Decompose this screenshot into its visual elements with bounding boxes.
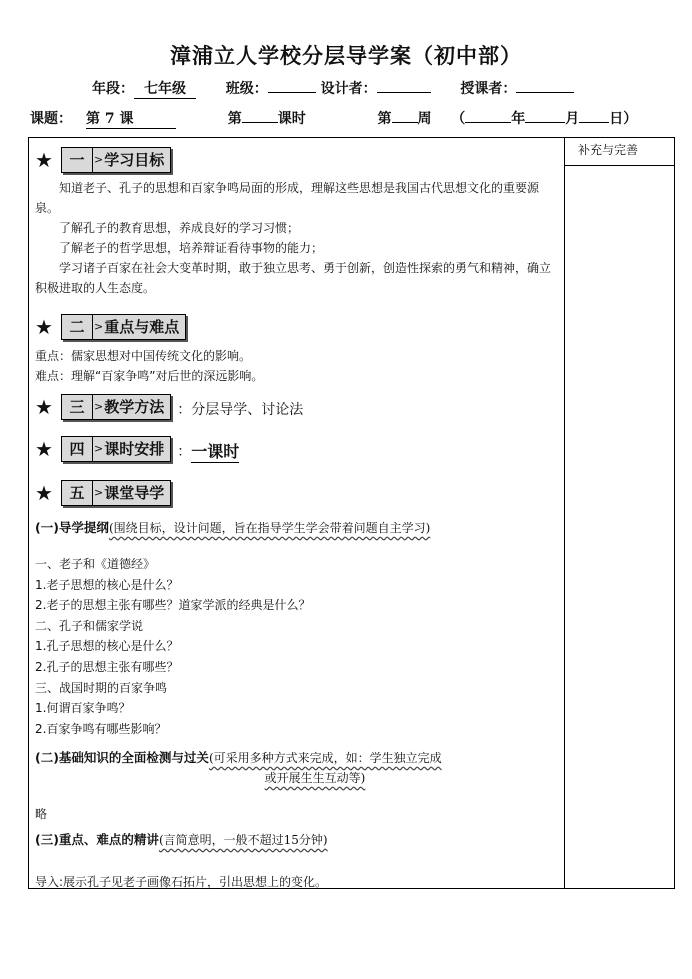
arrow-icon: > <box>94 486 104 499</box>
arrow-icon: > <box>94 320 104 333</box>
goal-item: 了解孔子的教育思想，养成良好的学习习惯； <box>59 221 300 235</box>
section-label: 课堂导学 <box>104 484 165 502</box>
outline-item: 1.老子思想的核心是什么？ <box>35 577 179 592</box>
outline-item: 1.孔子思想的核心是什么？ <box>35 639 179 654</box>
lesson-blank[interactable] <box>242 108 278 123</box>
arrow-icon: > <box>94 442 104 455</box>
key-points <box>35 346 263 386</box>
week-suffix: 周 <box>417 111 432 127</box>
year-blank[interactable] <box>465 108 511 123</box>
day-blank[interactable] <box>579 108 609 123</box>
week-prefix: 第 <box>377 111 392 127</box>
basic-check-title: (二)基础知识的全面检测与过关 <box>35 750 209 765</box>
class-label: 班级： <box>225 81 268 97</box>
outline-item: 2.老子的思想主张有哪些？道家学派的经典是什么？ <box>35 598 311 613</box>
section-key-difficult <box>35 314 186 340</box>
star-icon: ★ <box>35 148 53 172</box>
teaching-method-value: ：分层导学、讨论法 <box>177 402 304 418</box>
schedule-colon: ： <box>177 444 192 460</box>
section-label: 学习目标 <box>104 151 165 169</box>
star-icon: ★ <box>35 315 53 339</box>
arrow-icon: > <box>94 400 104 413</box>
key-point: 重点：儒家思想对中国传统文化的影响。 <box>35 349 252 363</box>
goal-item: 知道老子、孔子的思想和百家争鸣局面的形成，理解这些思想是我国古代思想文化的重要源泉。 <box>35 181 540 215</box>
section-badge <box>61 436 171 462</box>
year-label: 年 <box>511 111 526 127</box>
side-column <box>565 138 675 889</box>
star-icon: ★ <box>35 395 53 419</box>
section-number: 二 <box>62 315 93 339</box>
key-explain-note: (言简意明，一般不超过15分钟) <box>158 833 328 847</box>
basic-check-note-b: 或开展生生互动等) <box>264 771 366 785</box>
outline-item: 2.百家争鸣有哪些影响？ <box>35 721 167 736</box>
date-open: （ <box>451 111 466 127</box>
star-icon: ★ <box>35 481 53 505</box>
day-label: 日） <box>609 111 638 127</box>
grade-label: 年段： <box>92 81 134 97</box>
section-badge <box>61 147 171 173</box>
goal-item: 学习诸子百家在社会大变革时期，敢于独立思考、勇于创新，创造性探索的勇气和精神，确立积极进取的人生态度。 <box>35 261 552 295</box>
goals-list <box>35 178 559 298</box>
outline-item: 三、战国时期的百家争鸣 <box>35 680 168 695</box>
section-schedule <box>35 436 239 462</box>
intro-line: 导入:展示孔子见老子画像石拓片，引出思想上的变化。 <box>35 875 328 889</box>
section-label: 重点与难点 <box>104 318 180 336</box>
outline-item: 二、孔子和儒家学说 <box>35 618 144 633</box>
section-label: 教学方法 <box>104 398 165 416</box>
page-title: 漳浦立人学校分层导学案（初中部） <box>170 43 522 68</box>
lesson-suffix: 课时 <box>277 111 306 127</box>
goal-item: 了解老子的哲学思想，培养辩证看待事物的能力； <box>59 241 324 255</box>
class-blank[interactable] <box>268 78 316 93</box>
outline-item: 一、老子和《道德经》 <box>35 557 156 571</box>
section-number: 一 <box>62 148 93 172</box>
section-number: 三 <box>62 395 93 419</box>
section-teaching-method <box>35 394 303 420</box>
section-label: 课时安排 <box>104 440 165 458</box>
side-notes-area[interactable] <box>565 166 674 866</box>
grade-value: 七年级 <box>134 78 196 99</box>
header-row-1 <box>92 78 574 99</box>
key-explain-heading <box>35 830 565 850</box>
side-title: 补充与完善 <box>565 138 674 166</box>
guide-outline-heading <box>35 518 565 538</box>
key-explain-title: (三)重点、难点的精讲 <box>35 832 159 847</box>
basic-check-heading <box>35 748 565 788</box>
topic-label: 课题： <box>30 111 72 127</box>
month-blank[interactable] <box>525 108 565 123</box>
guide-outline-title: (一)导学提纲 <box>35 520 109 535</box>
basic-check-note-a: (可采用多种方式来完成，如：学生独立完成 <box>208 751 442 765</box>
outline-item: 1.何谓百家争鸣？ <box>35 701 131 716</box>
header-row-2 <box>30 108 670 129</box>
guide-outline-list <box>35 554 310 739</box>
schedule-value: 一课时 <box>191 441 240 461</box>
arrow-icon: > <box>94 153 104 166</box>
lesson-prefix: 第 <box>227 111 242 127</box>
star-icon: ★ <box>35 437 53 461</box>
section-number: 四 <box>62 437 93 461</box>
teacher-blank[interactable] <box>516 78 574 93</box>
outline-item: 2.孔子的思想主张有哪些？ <box>35 659 179 674</box>
section-number: 五 <box>62 481 93 505</box>
guide-outline-note: (围绕目标，设计问题，旨在指导学生学会带着问题自主学习) <box>108 521 431 535</box>
main-content-cell <box>29 138 565 889</box>
teacher-label: 授课者： <box>460 81 517 97</box>
basic-check-body: 略 <box>35 807 48 821</box>
section-badge <box>61 314 186 340</box>
section-badge <box>61 480 171 506</box>
topic-value: 第 7 课 <box>86 108 176 129</box>
section-badge <box>61 394 171 420</box>
difficult-point: 难点：理解“百家争鸣”对后世的深远影响。 <box>35 369 264 383</box>
designer-blank[interactable] <box>377 78 431 93</box>
section-classroom-guide <box>35 480 171 506</box>
month-label: 月 <box>565 111 580 127</box>
designer-label: 设计者： <box>320 81 377 97</box>
week-blank[interactable] <box>392 108 418 123</box>
section-learning-goals <box>35 147 171 173</box>
lesson-table <box>28 137 675 889</box>
